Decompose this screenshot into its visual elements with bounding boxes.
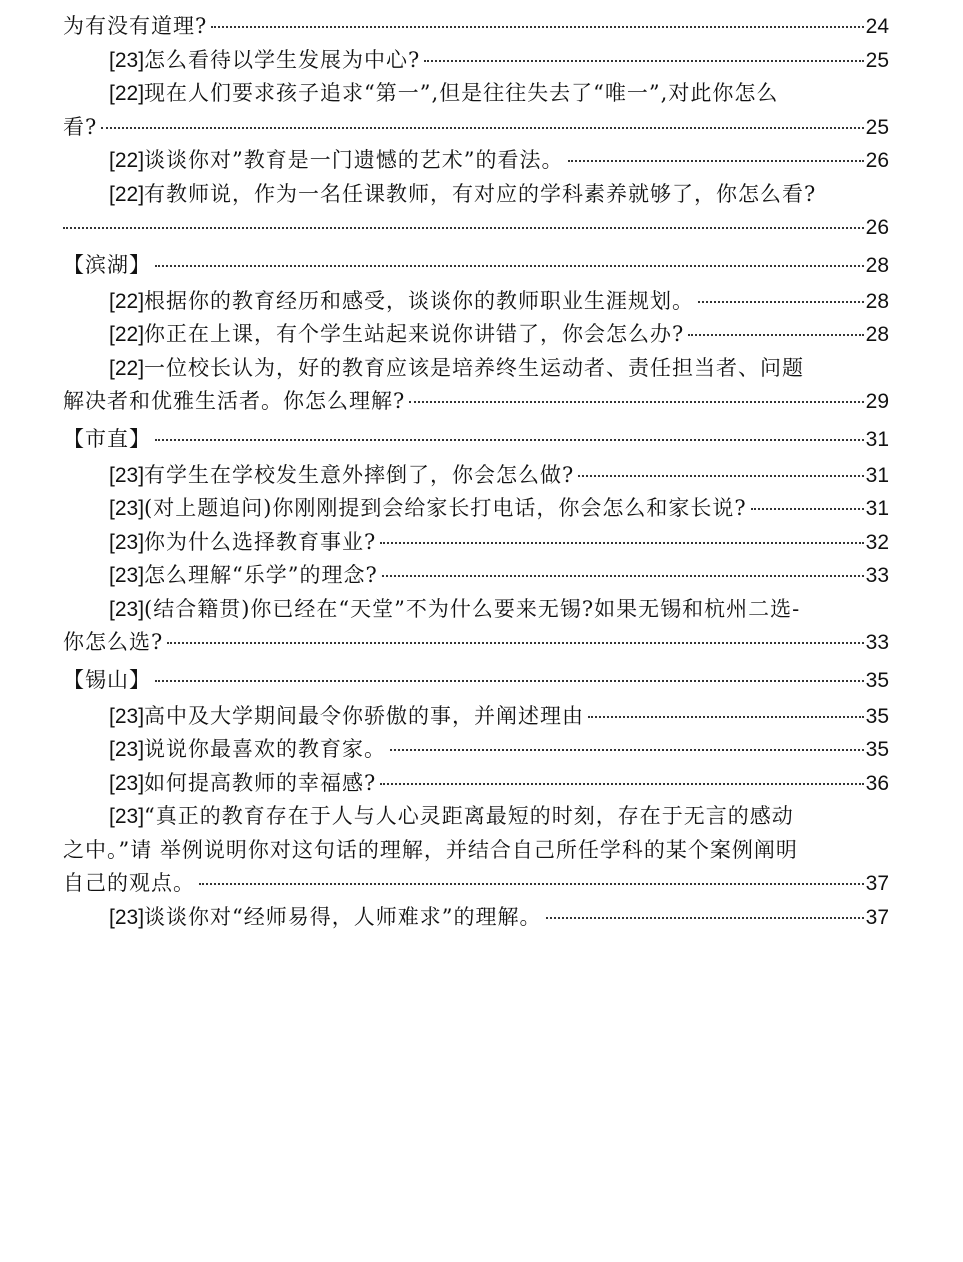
toc-entry-text: 有教师说，作为一名任课教师，有对应的学科素养就够了，你怎么看? <box>144 181 817 206</box>
toc-entry[interactable] <box>63 526 889 560</box>
year-tag: [23] <box>109 771 145 795</box>
toc-page-number: 31 <box>865 463 889 487</box>
year-tag: [23] <box>109 905 145 929</box>
toc-page-number: 37 <box>865 905 889 929</box>
toc-entry-text: 谈谈你对”教育是一门遗憾的艺术”的看法。 <box>144 148 564 172</box>
dot-leader <box>390 749 864 751</box>
toc-entry-text: 谈谈你对“经师易得，人师难求”的理解。 <box>144 904 542 929</box>
toc-section-heading[interactable] <box>63 245 889 285</box>
toc-page-number: 25 <box>865 48 889 72</box>
toc-entry-text: (结合籍贯)你已经在“天堂”不为什么要来无锡?如果无锡和杭州二选- <box>144 596 801 621</box>
toc-entry-continuation[interactable] <box>63 211 889 245</box>
toc-entry-text-continued: 你怎么选? <box>63 630 164 654</box>
toc-entry[interactable] <box>63 144 889 178</box>
toc-page-number: 28 <box>865 253 889 277</box>
toc-entry-continuation[interactable] <box>63 626 889 660</box>
toc-entry-continuation[interactable] <box>63 834 889 868</box>
toc-entry-text-continued: 之中。”请 举例说明你对这句话的理解，并结合自己所任学科的某个案例阐明 <box>63 837 798 862</box>
dot-leader <box>63 227 864 229</box>
toc-entry-text: 高中及大学期间最令你骄傲的事，并阐述理由 <box>144 703 585 728</box>
dot-leader <box>211 26 863 28</box>
dot-leader <box>588 716 864 718</box>
toc-entry-continuation[interactable] <box>63 111 889 145</box>
toc-page-number: 36 <box>865 771 889 795</box>
toc-page-number: 35 <box>865 704 889 728</box>
toc-entry[interactable] <box>63 767 889 801</box>
year-tag: [23] <box>109 530 145 554</box>
toc-page-number: 24 <box>865 15 889 38</box>
toc-page-number: 35 <box>865 738 889 761</box>
toc-entry-text: 现在人们要求孩子追求“第一”,但是往往失去了“唯一”,对此你怎么 <box>144 81 779 105</box>
dot-leader <box>380 783 863 785</box>
toc-entry-continuation[interactable] <box>63 385 889 419</box>
dot-leader <box>155 265 864 267</box>
toc-page-number: 31 <box>865 427 889 451</box>
year-tag: [23] <box>109 463 145 487</box>
year-tag: [22] <box>109 149 145 172</box>
toc-entry[interactable] <box>63 800 889 834</box>
year-tag: [22] <box>109 82 145 105</box>
toc-entry[interactable] <box>63 492 889 526</box>
toc-page-number: 33 <box>865 564 889 587</box>
toc-entry-text-continued: 自己的观点。 <box>63 871 195 895</box>
dot-leader <box>546 917 864 919</box>
toc-entry-text: 如何提高教师的幸福感? <box>144 770 377 795</box>
toc-entry-text: 你正在上课，有个学生站起来说你讲错了，你会怎么办? <box>144 322 685 346</box>
toc-entry-text: (对上题追问)你刚刚提到会给家长打电话，你会怎么和家长说? <box>144 496 747 520</box>
dot-leader <box>751 508 864 510</box>
toc-entry-text: 说说你最喜欢的教育家。 <box>144 737 387 761</box>
dot-leader <box>424 60 863 62</box>
toc-entry-text: 为有没有道理? <box>63 14 208 38</box>
toc-entry-text: 怎么理解“乐学”的理念? <box>144 563 378 587</box>
dot-leader <box>382 575 864 577</box>
dot-leader <box>199 883 864 885</box>
toc-entry-text: 一位校长认为，好的教育应该是培养终生运动者、责任担当者、问题 <box>144 355 805 380</box>
dot-leader <box>409 401 863 403</box>
toc-section-heading[interactable] <box>63 419 889 459</box>
toc-entry-text: “真正的教育存在于人与人心灵距离最短的时刻，存在于无言的感动 <box>144 804 794 828</box>
dot-leader <box>167 642 863 644</box>
dot-leader <box>101 127 863 129</box>
toc-entry-continuation[interactable] <box>63 867 889 901</box>
section-title: 【锡山】 <box>63 667 151 692</box>
year-tag: [23] <box>109 564 145 587</box>
toc-entry[interactable] <box>63 178 889 212</box>
year-tag: [22] <box>109 323 145 346</box>
toc-entry-text-continued: 看? <box>63 114 98 139</box>
year-tag: [23] <box>109 497 145 520</box>
toc-entry[interactable] <box>63 700 889 734</box>
toc-page-number: 28 <box>865 323 889 346</box>
toc-page-number: 28 <box>865 289 889 313</box>
toc-page-number: 25 <box>865 115 889 139</box>
dot-leader <box>568 160 864 162</box>
year-tag: [23] <box>109 738 145 761</box>
toc-entry-text: 你为什么选择教育事业? <box>144 529 377 554</box>
toc-entry-text: 怎么看待以学生发展为中心? <box>144 47 421 72</box>
toc-page-number: 35 <box>865 668 889 692</box>
year-tag: [23] <box>109 48 145 72</box>
toc-entry-text: 有学生在学校发生意外摔倒了，你会怎么做? <box>144 462 575 487</box>
toc-entry[interactable] <box>63 285 889 319</box>
toc-page-number: 29 <box>865 390 889 413</box>
year-tag: [22] <box>109 289 145 313</box>
toc-entry-continuation[interactable] <box>63 10 889 44</box>
toc-page-number: 37 <box>865 872 889 895</box>
toc-entry[interactable] <box>63 733 889 767</box>
dot-leader <box>688 334 863 336</box>
toc-entry[interactable] <box>63 559 889 593</box>
toc-entry[interactable] <box>63 318 889 352</box>
dot-leader <box>380 542 863 544</box>
toc-entry[interactable] <box>63 593 889 627</box>
toc-entry-text: 根据你的教育经历和感受，谈谈你的教师职业生涯规划。 <box>144 288 695 313</box>
toc-page-number: 32 <box>865 530 889 554</box>
year-tag: [23] <box>109 597 145 621</box>
toc-section-heading[interactable] <box>63 660 889 700</box>
year-tag: [23] <box>109 805 145 828</box>
toc-entry-text-continued: 解决者和优雅生活者。你怎么理解? <box>63 389 406 413</box>
toc-page-number: 33 <box>865 631 889 654</box>
dot-leader <box>155 680 864 682</box>
dot-leader <box>578 475 863 477</box>
toc-page-number: 26 <box>865 149 889 172</box>
table-of-contents <box>63 10 889 934</box>
year-tag: [22] <box>109 182 145 206</box>
toc-entry[interactable] <box>63 77 889 111</box>
year-tag: [22] <box>109 356 145 380</box>
toc-page-number: 26 <box>865 216 889 239</box>
dot-leader <box>698 301 864 303</box>
section-title: 【市直】 <box>63 426 151 451</box>
toc-page-number: 31 <box>865 497 889 520</box>
toc-entry[interactable] <box>63 901 889 935</box>
year-tag: [23] <box>109 704 145 728</box>
section-title: 【滨湖】 <box>63 252 151 277</box>
toc-entry[interactable] <box>63 459 889 493</box>
toc-entry[interactable] <box>63 44 889 78</box>
dot-leader <box>155 439 864 441</box>
toc-entry[interactable] <box>63 352 889 386</box>
